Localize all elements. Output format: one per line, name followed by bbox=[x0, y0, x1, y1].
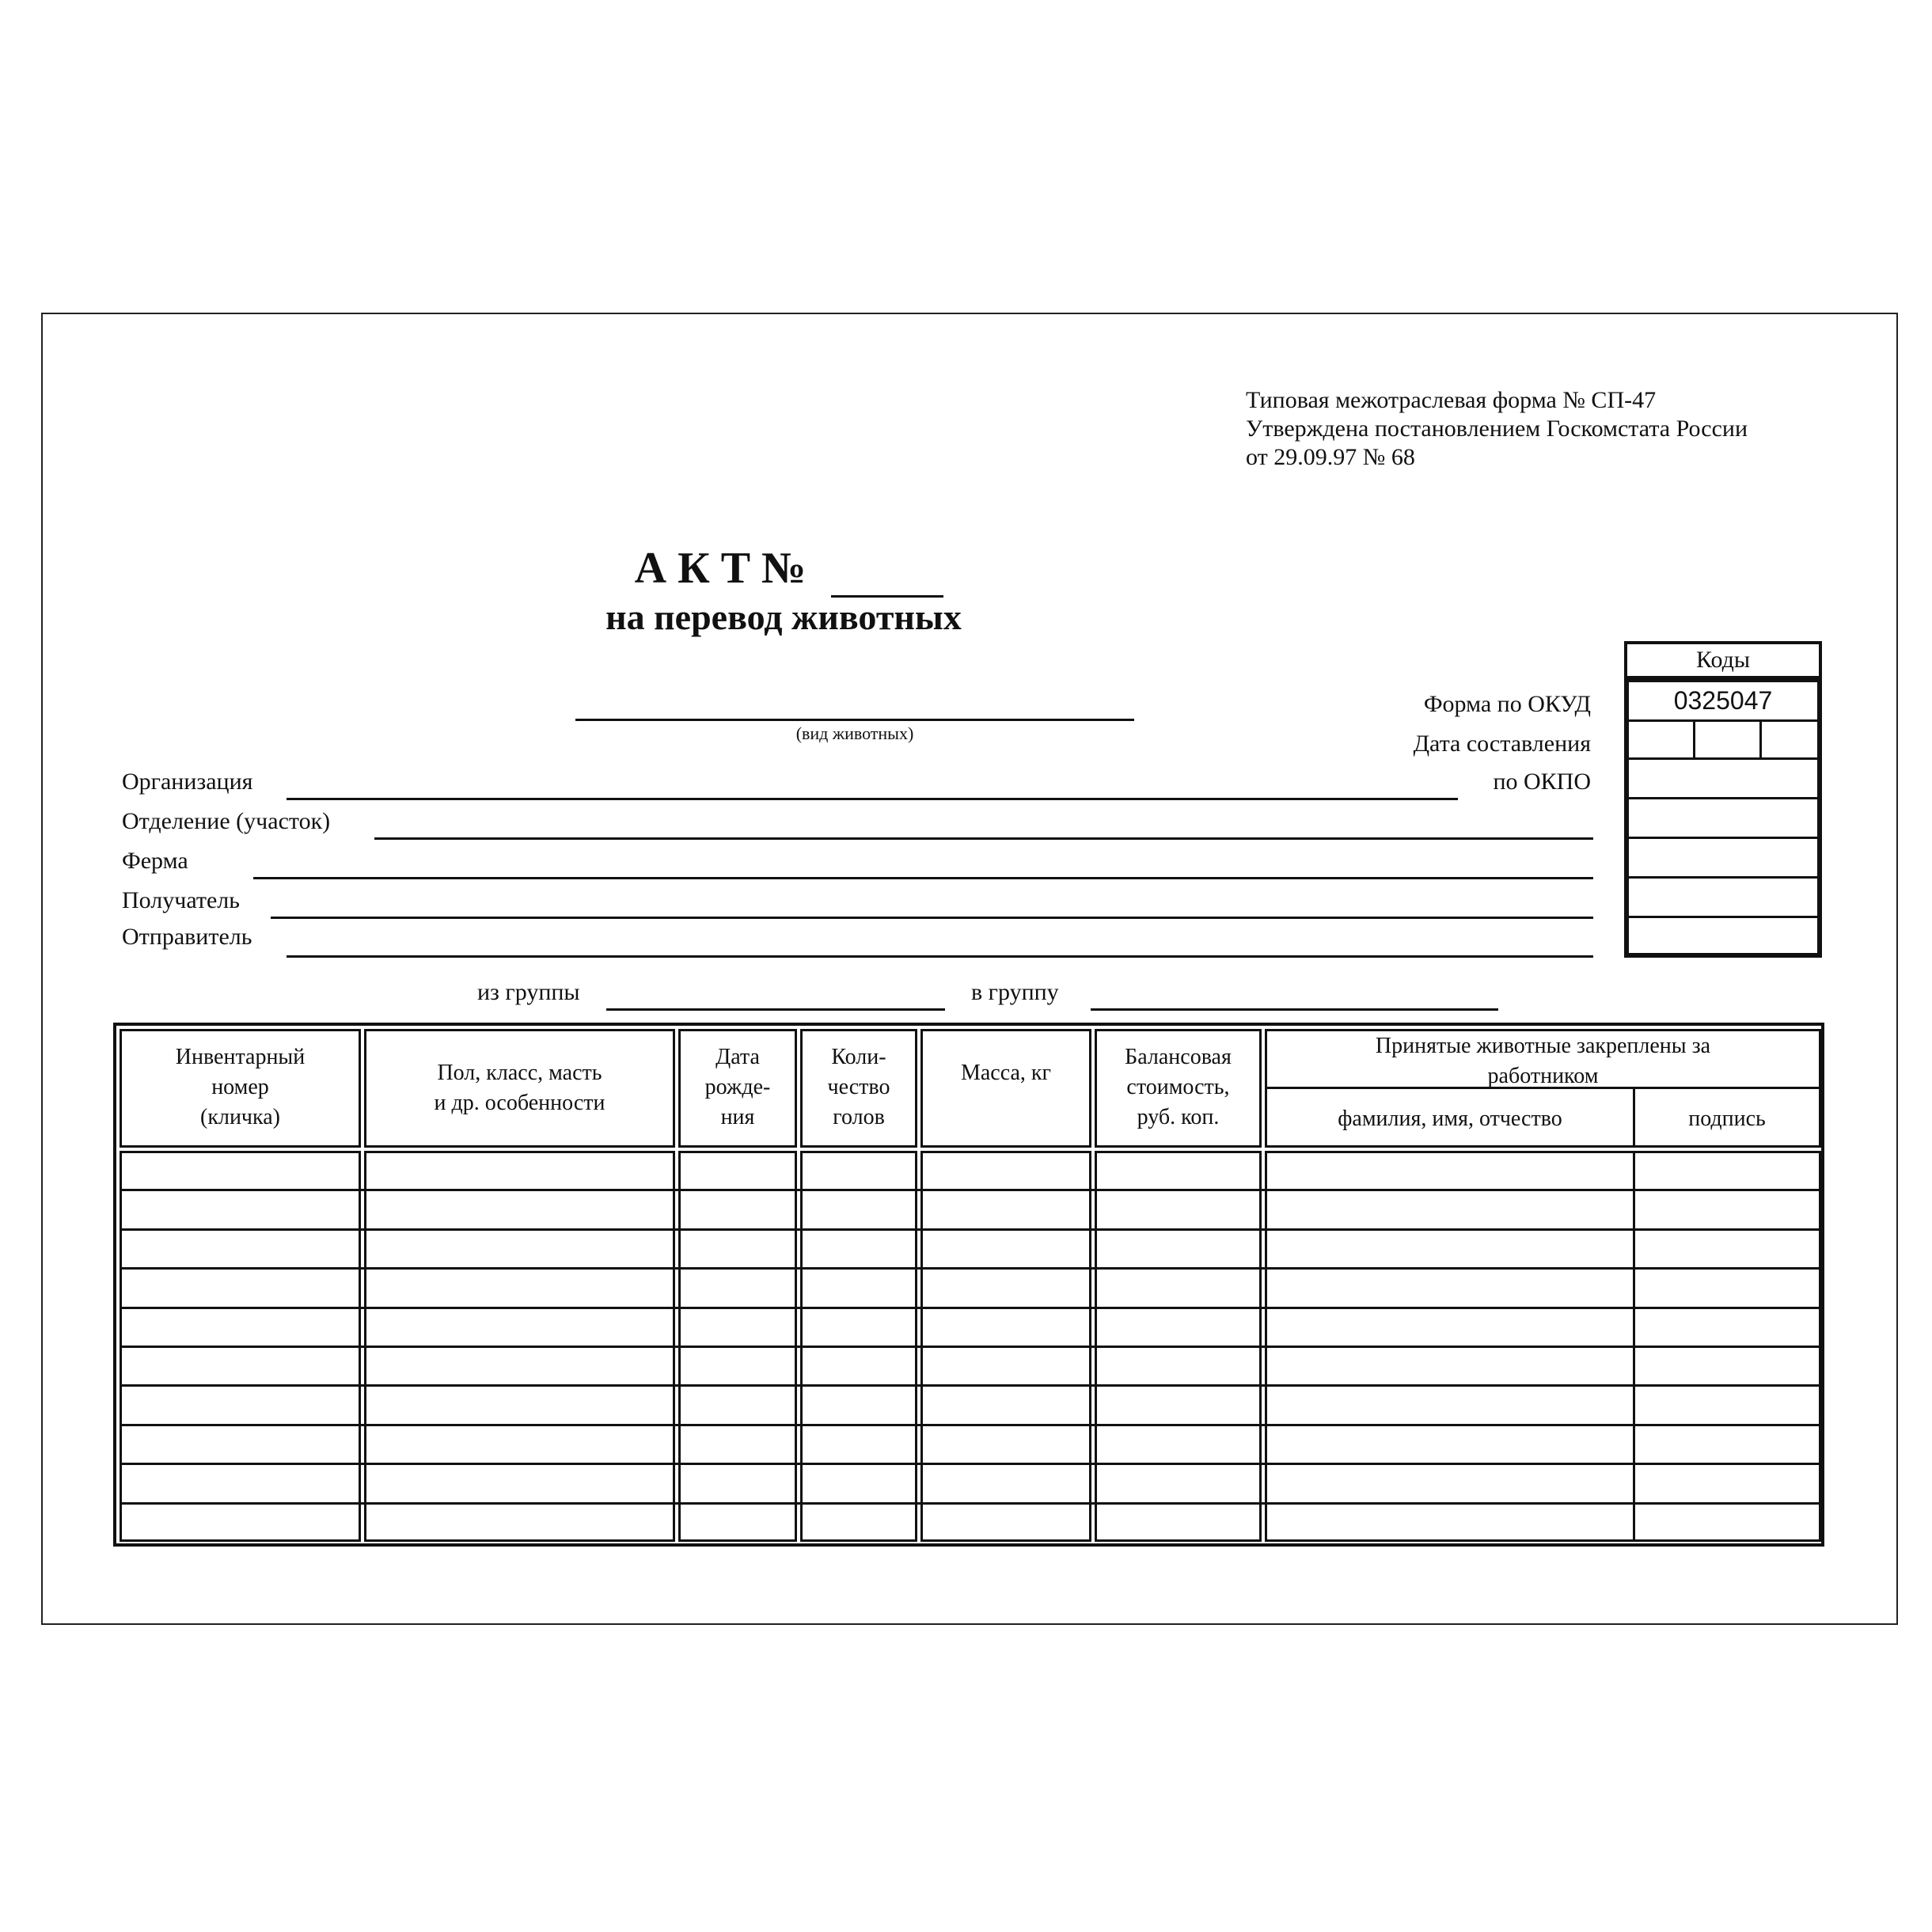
header-signature: подпись bbox=[1688, 1106, 1766, 1131]
from-group-line[interactable] bbox=[606, 1008, 945, 1011]
header-inventory: Инвентарный номер (кличка) bbox=[175, 1045, 306, 1129]
table-row-line bbox=[120, 1346, 1821, 1348]
header-cell-features bbox=[364, 1029, 675, 1148]
recipient-line[interactable] bbox=[271, 917, 1593, 919]
header-cell-birth-date bbox=[678, 1029, 797, 1148]
department-label: Отделение (участок) bbox=[122, 808, 331, 834]
date-cells bbox=[1629, 722, 1817, 760]
department-line[interactable] bbox=[374, 837, 1593, 840]
okud-label: Форма по ОКУД bbox=[1423, 691, 1591, 717]
header-value: Балансовая стоимость, руб. коп. bbox=[1125, 1045, 1232, 1129]
code-cell-farm[interactable] bbox=[1629, 839, 1817, 879]
recipient-label: Получатель bbox=[122, 887, 240, 913]
from-group-label: из группы bbox=[477, 979, 580, 1005]
sender-line[interactable] bbox=[287, 955, 1593, 958]
header-cell-inventory bbox=[120, 1029, 361, 1148]
header-features: Пол, класс, масть и др. особенности bbox=[434, 1061, 605, 1115]
table-row-line bbox=[120, 1307, 1821, 1309]
code-cell-sender[interactable] bbox=[1629, 918, 1817, 953]
header-count: Коли- чество голов bbox=[827, 1045, 890, 1129]
codes-header: Коды bbox=[1624, 641, 1822, 678]
okpo-label: по ОКПО bbox=[1493, 769, 1591, 795]
act-subtitle: на перевод животных bbox=[605, 597, 962, 637]
farm-label: Ферма bbox=[122, 848, 188, 874]
table-row-line bbox=[120, 1384, 1821, 1387]
okpo-code-cell[interactable] bbox=[1629, 760, 1817, 799]
table-row-line bbox=[120, 1502, 1821, 1505]
date-label: Дата составления bbox=[1413, 731, 1591, 757]
approval-line-2: Утверждена постановлением Госкомстата России bbox=[1246, 416, 1748, 442]
approval-line-3: от 29.09.97 № 68 bbox=[1246, 444, 1415, 470]
sender-label: Отправитель bbox=[122, 924, 252, 950]
to-group-line[interactable] bbox=[1091, 1008, 1498, 1011]
header-mass: Масса, кг bbox=[960, 1061, 1052, 1085]
table-row-line bbox=[120, 1267, 1821, 1270]
okud-code[interactable]: 0325047 bbox=[1629, 682, 1817, 722]
code-cell-recipient[interactable] bbox=[1629, 879, 1817, 918]
code-cell-department[interactable] bbox=[1629, 799, 1817, 839]
animals-table bbox=[113, 1023, 1824, 1547]
header-fullname: фамилия, имя, отчество bbox=[1338, 1106, 1562, 1131]
codes-box bbox=[1624, 678, 1822, 958]
header-cell-value bbox=[1095, 1029, 1262, 1148]
header-cell-count bbox=[800, 1029, 917, 1148]
approval-line-1: Типовая межотраслевая форма № СП-47 bbox=[1246, 387, 1657, 413]
date-cell-month[interactable] bbox=[1695, 722, 1762, 757]
table-row-line bbox=[120, 1189, 1821, 1191]
header-birth-date: Дата рожде- ния bbox=[704, 1045, 771, 1129]
table-row-line bbox=[120, 1463, 1821, 1465]
approval-note bbox=[1246, 386, 1748, 472]
date-cell-day[interactable] bbox=[1629, 722, 1695, 757]
animal-kind-line[interactable] bbox=[575, 719, 1134, 721]
table-row-line bbox=[120, 1424, 1821, 1426]
organization-line[interactable] bbox=[287, 798, 1458, 800]
header-cell-assigned bbox=[1265, 1029, 1821, 1148]
act-title: А К Т № bbox=[634, 544, 807, 593]
farm-line[interactable] bbox=[253, 877, 1593, 879]
organization-label: Организация bbox=[122, 769, 253, 795]
header-assigned-divider bbox=[1267, 1087, 1819, 1089]
to-group-label: в группу bbox=[971, 979, 1059, 1005]
date-cell-year[interactable] bbox=[1762, 722, 1817, 757]
header-cell-mass bbox=[920, 1029, 1091, 1148]
header-assigned: Принятые животные закреплены за работником bbox=[1375, 1034, 1711, 1088]
table-row-line bbox=[120, 1228, 1821, 1231]
animal-kind-caption: (вид животных) bbox=[795, 723, 914, 743]
